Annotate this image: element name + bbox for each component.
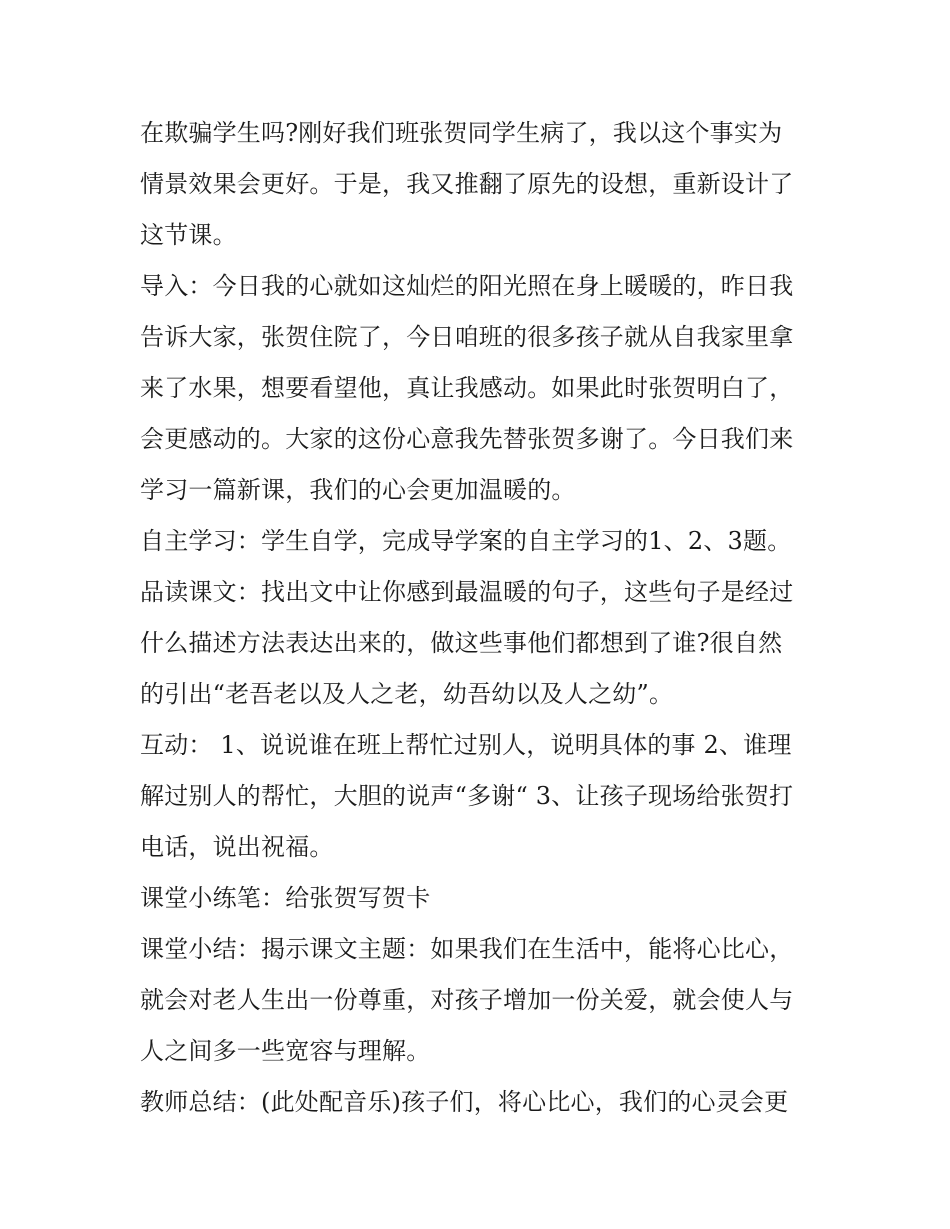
text-line: 人之间多一些宽容与理解。: [140, 1037, 431, 1065]
text-line: 的引出“老吾老以及人之老，幼吾幼以及人之幼”。: [140, 680, 674, 708]
text-line: 在欺骗学生吗?刚好我们班张贺同学生病了，我以这个事实为: [140, 119, 783, 147]
text-line: 导入：今日我的心就如这灿烂的阳光照在身上暖暖的，昨日我: [140, 272, 794, 300]
text-line: 课堂小练笔：给张贺写贺卡: [140, 884, 431, 912]
document-body: [140, 108, 830, 1128]
text-line: 学习一篇新课，我们的心会更加温暖的。: [140, 476, 576, 504]
text-line: 来了水果，想要看望他，真让我感动。如果此时张贺明白了，: [140, 374, 794, 402]
text-line: 这节课。: [140, 221, 237, 249]
text-line: 课堂小结：揭示课文主题：如果我们在生活中，能将心比心，: [140, 935, 794, 963]
text-line: 解过别人的帮忙，大胆的说声“多谢“ 3、让孩子现场给张贺打: [140, 782, 794, 810]
text-line: 品读课文：找出文中让你感到最温暖的句子，这些句子是经过: [140, 578, 794, 606]
text-line: 电话，说出祝福。: [140, 833, 334, 861]
text-line: 互动： 1、说说谁在班上帮忙过别人，说明具体的事 2、谁理: [140, 731, 792, 759]
text-line: 情景效果会更好。于是，我又推翻了原先的设想，重新设计了: [140, 170, 794, 198]
text-line: 自主学习：学生自学，完成导学案的自主学习的1、2、3题。: [140, 527, 792, 555]
text-line: 什么描述方法表达出来的，做这些事他们都想到了谁?很自然: [140, 629, 783, 657]
text-line: 告诉大家，张贺住院了，今日咱班的很多孩子就从自我家里拿: [140, 323, 794, 351]
text-line: 就会对老人生出一份尊重，对孩子增加一份关爱，就会使人与: [140, 986, 794, 1014]
text-line: 会更感动的。大家的这份心意我先替张贺多谢了。今日我们来: [140, 425, 794, 453]
text-line: 教师总结：(此处配音乐)孩子们，将心比心，我们的心灵会更: [140, 1088, 789, 1116]
